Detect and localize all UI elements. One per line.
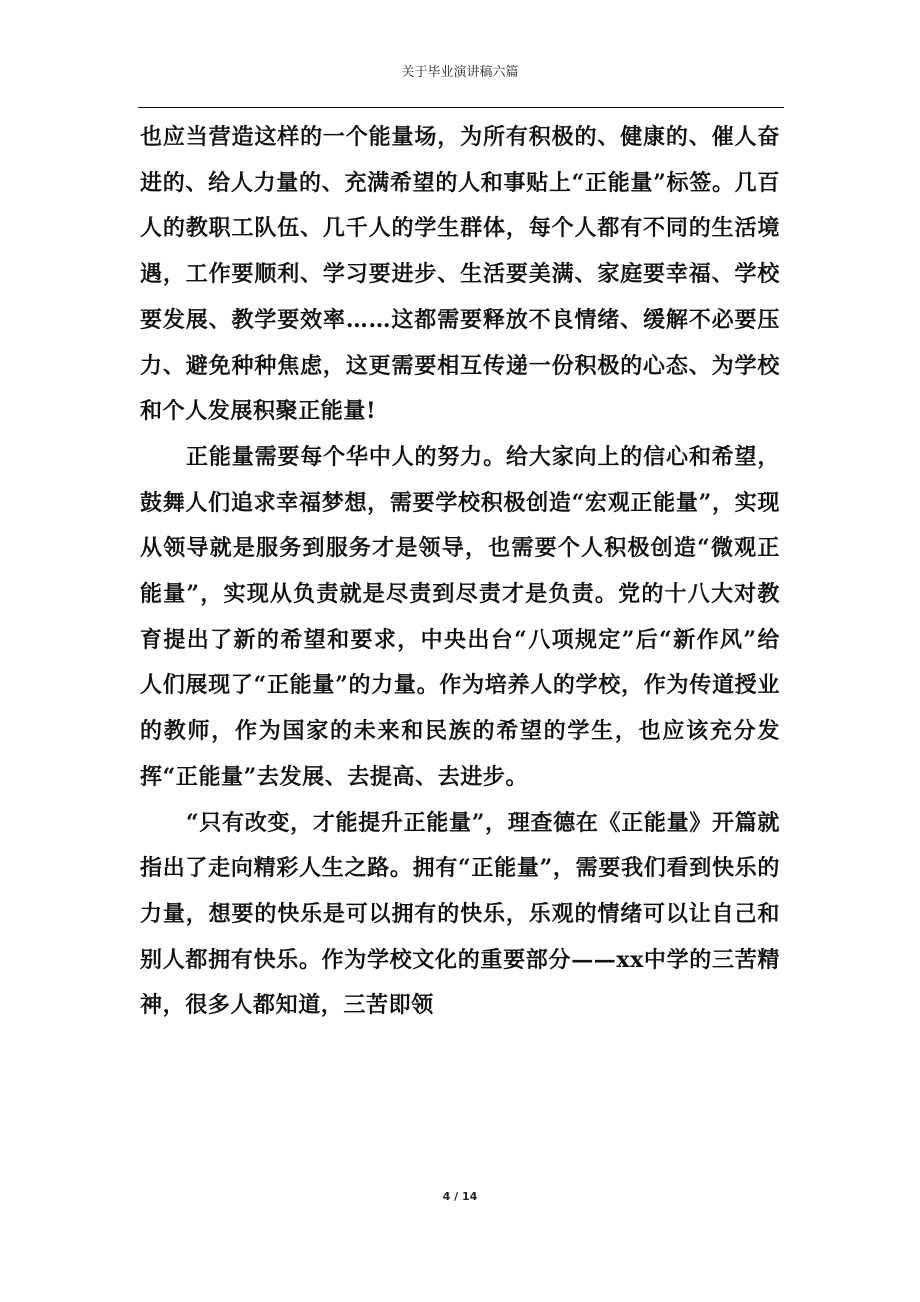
paragraph-3: “只有改变，才能提升正能量”，理查德在《正能量》开篇就指出了走向精彩人生之路。拥有“正能量”，需要我们看到快乐的力量，想要的快乐是可以拥有的快乐，乐观的情绪可以让自己和别人都拥有快乐。作为学校文化的重要部分——xx中学的三苦精神，很多人都知道，三苦即领	[140, 809, 780, 1019]
document-body	[140, 115, 780, 1029]
paragraph-2: 正能量需要每个华中人的努力。给大家向上的信心和希望，鼓舞人们追求幸福梦想，需要学校积极创造“宏观正能量”，实现从领导就是服务到服务才是领导，也需要个人积极创造“微观正能量”，实现从负责就是尽责到尽责才是负责。党的十八大对教育提出了新的希望和要求，中央出台“八项规定”后“新作风”给人们展现了“正能量”的力量。作为培养人的学校，作为传道授业的教师，作为国家的未来和民族的希望的学生，也应该充分发挥“正能量”去发展、去提高、去进步。	[140, 443, 780, 790]
running-header: 关于毕业演讲稿六篇	[401, 65, 519, 80]
paragraph-1: 也应当营造这样的一个能量场，为所有积极的、健康的、催人奋进的、给人力量的、充满希望的人和事贴上“正能量”标签。几百人的教职工队伍、几千人的学生群体，每个人都有不同的生活境遇，工作要顺利、学习要进步、生活要美满、家庭要幸福、学校要发展、教学要效率……这都需要释放不良情绪、缓解不必要压力、避免种种焦虑，这更需要相互传递一份积极的心态、为学校和个人发展积聚正能量!	[140, 124, 780, 425]
header-divider	[138, 107, 784, 108]
page-number: 4 / 14	[442, 1190, 478, 1203]
